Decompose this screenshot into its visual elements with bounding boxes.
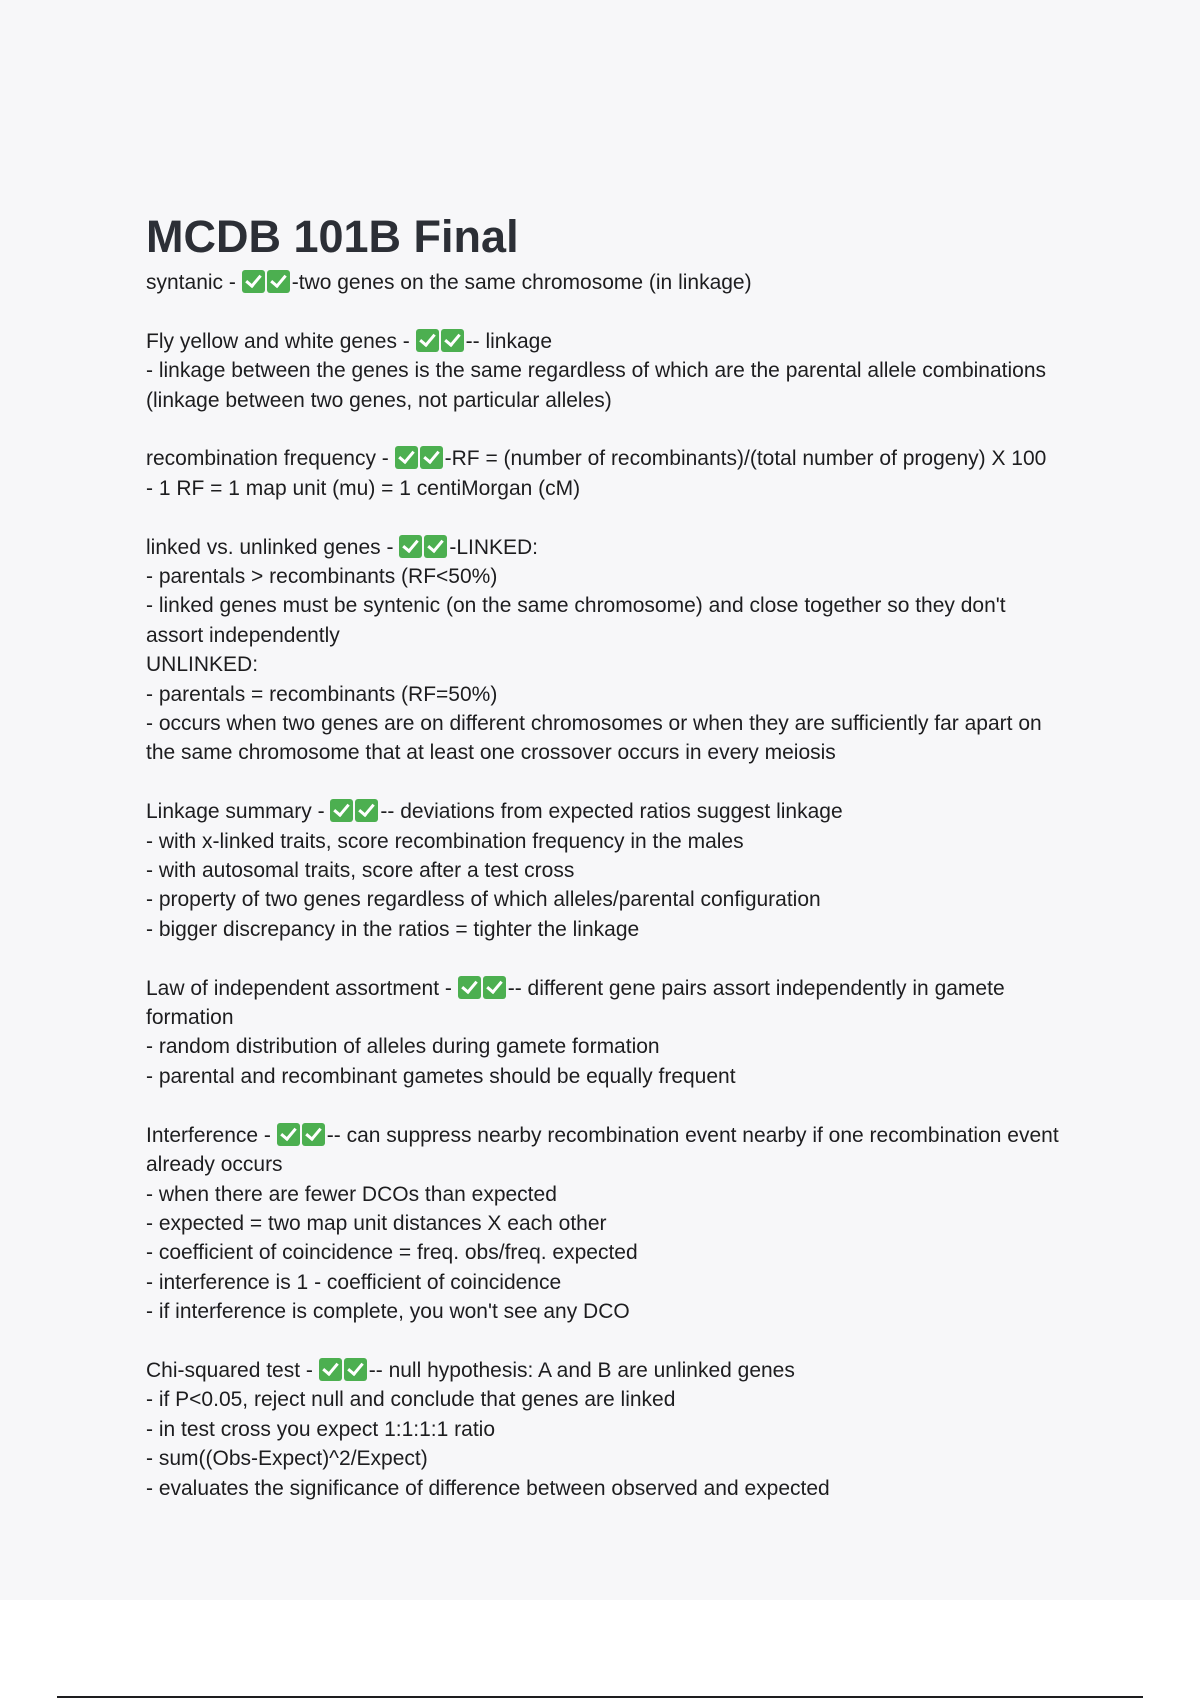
entry-detail: - parental and recombinant gametes should be equally frequent — [146, 1064, 736, 1088]
check-marks — [319, 1359, 369, 1382]
entry-heading-line — [146, 1356, 1066, 1385]
flashcard-list — [146, 268, 1066, 1503]
term-separator: - — [439, 976, 458, 1000]
term-separator: - — [375, 447, 395, 471]
entry-term: Interference — [146, 1123, 259, 1147]
entry-detail: - when there are fewer DCOs than expected — [146, 1182, 557, 1206]
check-mark-icon — [420, 446, 443, 469]
check-mark-icon — [302, 1123, 325, 1146]
entry-term: Fly yellow and white genes — [146, 329, 397, 353]
entry-definition: -- different gene pairs assort independently in gamete formation — [146, 976, 1005, 1030]
check-mark-icon — [267, 270, 290, 293]
flashcard-entry — [146, 327, 1066, 415]
term-separator: - — [380, 535, 400, 559]
entry-detail: - with x-linked traits, score recombination frequency in the males — [146, 829, 744, 853]
entry-detail: - property of two genes regardless of which alleles/parental configuration — [146, 888, 821, 912]
entry-definition: -RF = (number of recombinants)/(total number of progeny) X 100 — [444, 447, 1047, 471]
entry-heading-line — [146, 533, 1066, 562]
check-mark-icon — [441, 329, 464, 352]
entry-heading-line — [146, 444, 1066, 473]
check-marks — [458, 977, 508, 1000]
entry-term: Law of independent assortment — [146, 976, 440, 1000]
entry-detail: - with autosomal traits, score after a test cross — [146, 859, 575, 883]
entry-detail: - parentals = recombinants (RF=50%) — [146, 682, 498, 706]
footer-divider — [57, 1696, 1143, 1698]
check-mark-icon — [399, 535, 422, 558]
document-content — [146, 210, 1066, 1532]
check-marks — [416, 330, 466, 353]
entry-heading-line — [146, 268, 1066, 297]
entry-detail: - linkage between the genes is the same regardless of which are the parental allele combinations (linkage between two genes, not particular alleles) — [146, 359, 1047, 412]
entry-detail: - interference is 1 - coefficient of coincidence — [146, 1270, 562, 1294]
check-marks — [277, 1124, 327, 1147]
check-mark-icon — [355, 799, 378, 822]
entry-definition: -two genes on the same chromosome (in linkage) — [291, 271, 752, 294]
flashcard-entry — [146, 797, 1066, 944]
entry-definition: -- linkage — [465, 329, 553, 353]
entry-term: Linkage summary — [146, 800, 312, 824]
term-separator: - — [396, 329, 416, 353]
entry-detail: UNLINKED: — [146, 653, 259, 677]
entry-term: linked vs. unlinked genes — [146, 535, 381, 559]
flashcard-entry — [146, 974, 1066, 1092]
check-mark-icon — [319, 1358, 342, 1381]
check-mark-icon — [330, 799, 353, 822]
entry-heading-line — [146, 797, 1066, 826]
entry-detail: - coefficient of coincidence = freq. obs/freq. expected — [146, 1241, 638, 1265]
check-mark-icon — [344, 1358, 367, 1381]
term-separator: - — [311, 800, 331, 824]
entry-term: Chi-squared test — [146, 1358, 301, 1382]
term-separator: - — [300, 1358, 319, 1382]
entry-detail: - in test cross you expect 1:1:1:1 ratio — [146, 1417, 496, 1441]
flashcard-entry — [146, 444, 1066, 503]
flashcard-entry — [146, 1121, 1066, 1327]
check-marks — [395, 447, 445, 470]
entry-detail: - bigger discrepancy in the ratios = tighter the linkage — [146, 917, 640, 941]
entry-detail: - 1 RF = 1 map unit (mu) = 1 centiMorgan (cM) — [146, 476, 581, 500]
check-mark-icon — [424, 535, 447, 558]
entry-detail: - if P<0.05, reject null and conclude that genes are linked — [146, 1388, 676, 1412]
entry-definition: -LINKED: — [449, 535, 539, 559]
entry-term: syntanic — [146, 271, 224, 294]
entry-definition: -- can suppress nearby recombination event nearby if one recombination event already occurs — [146, 1123, 1059, 1177]
check-marks — [399, 536, 449, 559]
entry-detail: - sum((Obs-Expect)^2/Expect) — [146, 1447, 428, 1471]
entry-detail: - occurs when two genes are on different chromosomes or when they are sufficiently far apart on the same chromosome that at least one crossover occurs in every meiosis — [146, 712, 1042, 765]
entry-detail: - linked genes must be syntenic (on the same chromosome) and close together so they don't assort independently — [146, 594, 1006, 647]
entry-detail: - if interference is complete, you won't see any DCO — [146, 1300, 630, 1324]
check-mark-icon — [416, 329, 439, 352]
flashcard-entry — [146, 533, 1066, 768]
check-mark-icon — [483, 976, 506, 999]
entry-detail: - random distribution of alleles during gamete formation — [146, 1035, 660, 1059]
entry-heading-line — [146, 1121, 1066, 1180]
page-title: MCDB 101B Final — [146, 211, 519, 262]
flashcard-entry — [146, 1356, 1066, 1503]
entry-detail: - expected = two map unit distances X each other — [146, 1211, 607, 1235]
check-mark-icon — [242, 270, 265, 293]
entry-heading-line — [146, 327, 1066, 356]
term-separator: - — [223, 271, 242, 294]
check-mark-icon — [277, 1123, 300, 1146]
check-mark-icon — [395, 446, 418, 469]
flashcard-entry — [146, 268, 1066, 297]
term-separator: - — [258, 1123, 277, 1147]
check-mark-icon — [458, 976, 481, 999]
check-marks — [242, 271, 292, 294]
entry-heading-line — [146, 974, 1066, 1033]
entry-term: recombination frequency — [146, 447, 376, 471]
entry-definition: -- null hypothesis: A and B are unlinked genes — [368, 1358, 795, 1382]
check-marks — [330, 800, 380, 823]
entry-detail: - parentals > recombinants (RF<50%) — [146, 565, 498, 589]
entry-definition: -- deviations from expected ratios suggest linkage — [380, 800, 843, 824]
entry-detail: - evaluates the significance of difference between observed and expected — [146, 1476, 830, 1500]
